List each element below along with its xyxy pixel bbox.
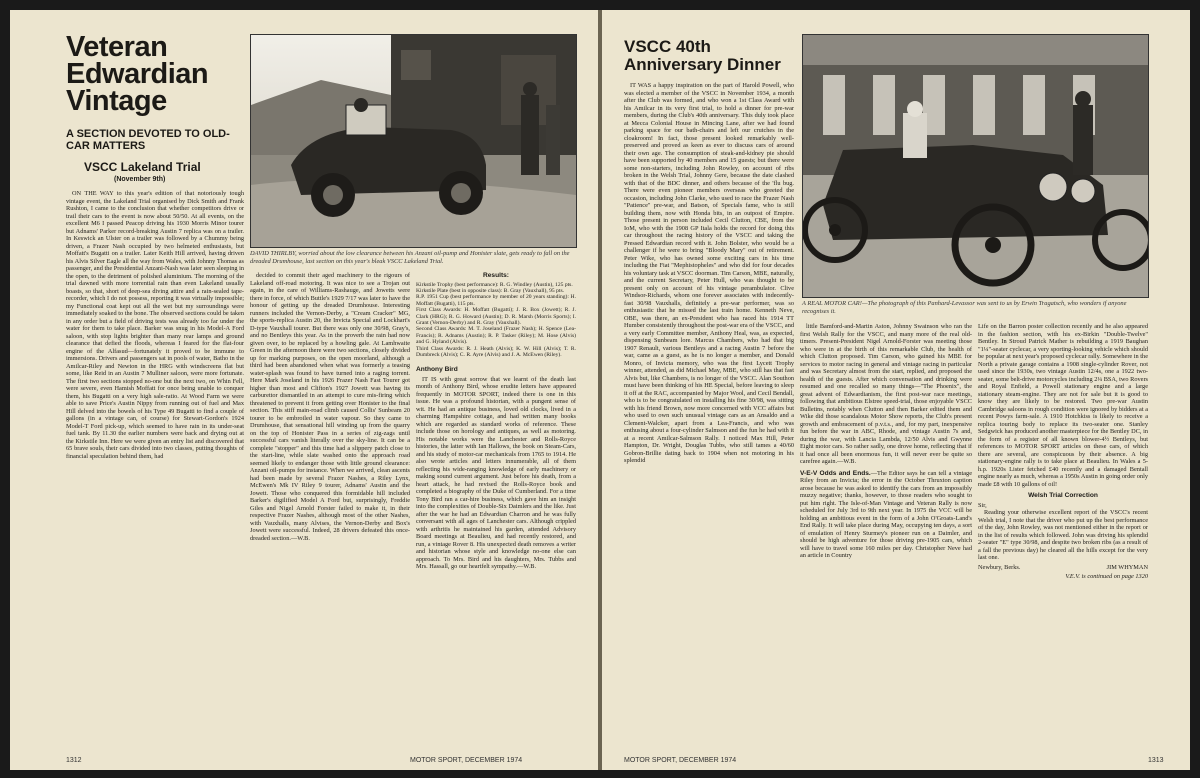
right-folio: 1313 <box>1148 757 1164 764</box>
odds-continued-text: Life on the Barron poster collection recently and he also appeared in the fashion section, with his ex-Birkin "Double-Twelve" Bentley. In Stroud Patrick Mather is rebuilding a 1919 Baughan "1¼"-seater cyclecar, a very sporting-looking vehicle which should be popular at next year's proposed cyclecar rally. Somewhere in the North a private garage contains a 1908 single-cylinder Rover, not used since the 1930s, two vintage Austin 12/4s, one a 1922 two-seater, some belt-drive motorcycles including 2¼ BSA, two Rovers and Royal Enfield, a Powell stationary engine and a large stationary steam-engine. They are not for sale but it is good to know they are likely to be restored. Two pre-war Austin Cambridge saloons in rough condition were ignored by bidders at a recent Powys farm-sale. A 1910 Hotchkiss is likely to receive a replica touring body to replace its two-seater one. Stanley Sedgwick has produced another masterpiece for the Bentley DC, in the form of a register of all known blower-4½ Bentleys, but references to MOTOR SPORT articles on these cars, of which there are several, are conspicuous by their absence. A big stationary-engine rally is to take place at Beaulieu. In Wales a 5-h.p. 1920s Lister fetched £40 recently and a damaged Bentall engine nearly as much, whereas a 1950s Austin in going order only made £8 with 10 gallons of oil! <box>978 323 1148 488</box>
trial-photo <box>250 34 577 248</box>
trial-report-text-1: ON THE WAY to this year's edition of that notoriously tough vintage event, the Lakeland Trial organised by Dick Smith and Frank Rushton, I came to the conclusion that whether competitors drive or trail their cars to the event is now about 50/50. At all events, on the excellent M6 I passed Peacop driving his 1930 Morris Minor tourer but Adnams' Parker record-breaking Austin 7 replica was on a trailer. In Keswick an Ulster on a trailer was followed by a Chummy being driven, a Frazer Nash occupied by two helmeted enthusiasts, but Moffatt's Bugatti on a trailer. Later Keith Hill arrived, having driven his Alvis Silver Eagle all the way from Wales, with Johnny Thomas as passenger, and the Presidential Anzani-Nash was later seen sleeping in the open, to the detriment of polished aluminium. The morning of the trial dawned with more torrential rain than even Lakeland usually boasts, so that, short of deep-sea diving attire and a rain-sealed tape-recorder, which I do not possess, reporting it was virtually impossible; my Functional coat kept out all the wet but my surroundings were immediately soaked to the bone. The observed sections could be taken in any order but a field of driving tests was already too far under the water for them to take place. Barker was snug in his Model-A Ford saloon, with stop lights brighter than many rear lamps and ground clearance that defied the floods, whereas I feared for the flat-four engine of the Alfasud—fortunately it proved to be immune to immersions. Drivers and passengers sat in pools of water, Batho in the Amilcar-Riley and Newton in the HRG with windscreens flat but some, like Reid in an Austin 7 Mulliner saloon, were more fortunate. The first two sections stopped no-one but the next two, on Whin Fell, were severe, even Hamish Moffatt for once being unable to conquer them, his Bugatti on a very high sale-ratio. At Wood Farm we were able to save Price's Austin Nippy from running out of fuel and Max Hill delved into the bowels of his Type 49 Bugatti to find a couple of gallons (in a vintage can, of course) for Stewart-Gordon's 1924 Model-T Ford pick-up, which seemed to have rain in its under-seat fuel tank. By 11.30 the earlier numbers were back and drying out at the Kirkstile Inn. Here we were given an entry list and discovered that 65 brave souls, their cars divided into two classes, putting thoughts of financial speculation behind them, had <box>66 190 244 460</box>
right-footer: MOTOR SPORT, DECEMBER 1974 <box>624 757 737 764</box>
left-footer: MOTOR SPORT, DECEMBER 1974 <box>410 757 523 764</box>
trial-report-text-2: decided to commit their aged machinery to the rigours of Lakeland off-road motoring. It was nice to see a Trojan out again, in the care of Williams-Rashauge, and Jowetts were there in force, of which Buttle's 1929 7/17 was later to have the honour of getting up the dreaded Drumhouse. Interesting runners included the Vernon-Derby, a "Cream Cracker" MG, the sports-replica Austin 20, the Invicta Special and Lockhart's D-type Vauxhall tourer. But there was only one 30/98, Gray's, and no Bentleys this year. As in the proverb the rain had now given over, to be replaced by a howling gale. At Lamhwaite Green in the afternoon there were two sections, closely divided up for marking purposes, on the open moorland, although a third had been abandoned when what was formerly a teasing water-splash was found to have turned into a raging torrent. Here Mark Joseland in his 1926 Frazer Nash Fast Tourer got higher than most and Clifton's 1927 Jowett was having its carburettor dismantled in an attempt to cure mis-firing which threatened to prevent it from getting over Honister to the final section. This stiff main-road climb caused Collis' Sunbeam 20 tourer to be embroiled in water vapour. So they came to Drumhouse, that sensational hill winding up from the quarry on the top of Honister Pass in a series of zig-zags until successful cars vanish literally over the sky-line. It can be a complete "stopper" and this time had a slippery patch close to the start-line, while slate washed onto the approach road seemed likely to endanger those with little ground clearance: Anzani oil-pumps for instance. When we arrived, clean ascents had been made by several Frazer Nashes, a Riley Lynx, McEwen's Mk IV Riley 9 tourer, Adnams' Austin and the Jowett. Those who conquered this formidable hill included Barker's digilified Model A Ford but, surprisingly, Freddie Giles and Nigel Arnold Forster failed to make it, in their respective Frazer Nashes, although most of the other Nashes, with Vauxhalls, many Alvises, the Vernon-Derby and Box's Jowett were successful. Indeed, 28 drivers defeated this once-dreaded section.—W.B. <box>250 272 410 542</box>
dinner-report-text-1: IT WAS a happy inspiration on the part of Harold Powell, who was elected a member of the VSCC in November 1934, a month after the Club was formed, and who won a 1st Class Award with his Amilcar in its very first trial, to hold a dinner for pre-war members, during the Club's 40th anniversary. This duly took place at Mecca Colonial House in Mincing Lane, after we had found parking space for our bath-chairs and left our crutches in the cloakroom! In fact, those present looked remarkably well-preserved and proved as keen as ever to discuss cars of around their own age. The consumption of steak-and-kidney pie should have been supported by 40 members and 15 guests; but there were some non-starters, including John Rowley, on account of ribs broken in the Welsh Trial, Johnny Gere, because the date clashed with that of the BDC dinner, and others because of the 'flu bug. There were even pioneer members overseas who greeted the occasion, including John Clarke, who used to race the Frazer Nash "Patience" pre-war, and Batson, of Specials fame, who is still building them, now with Honda bits, in an outpost of Empire. Those present in person included Cecil Clutton, CBE, from the IoM, who with the 1908 GP Itala holds the record for doing this car throughout the racing history of the VSCC and taking the Pressed Edwardian record with it. John Bolster, who would be a challenger if he were to bring "Bloody Mary" out of retirement. Peter Wike, who has owned some exciting cars in his time including the Fiat "Mephistopheles" and who did for four decades his voluntary task at VSCC doorman. Tim Carson, MBE, naturally, and the current Secretary, Peter Hull, who was thought to be present only on account of his vintage perambulator. Clive Windsor-Richards, whom one forever associates with indecently-fast 30/98 Vauxhalls, definitely a pre-war performer, was so enthusiastic that he missed the last train home. Kenneth Neve, OBE, was there, an ex-President who has raced his 1914 TT Humber consistently throughout the post-war era of the VSCC, and a very early Committee member, Anthony Heal, was, as expected, dispensing Sunbeam lore. Marcus Chambers, who had that big 1907 Renault, various Bentleys and a racing Austin 7 before the war, came as a guest, as he is no longer a member, and Donald Monro, of Invicta memory, who was the first Lycett Trophy winner, attended, as did Michael May, MBE, who still has that fast Alvis but, like Chambers, is no longer of the VSCC. Alan Southon must have been thinking of his HE Special, before leaving to sleep it off at the RAC, accompanied by Major Wool, and Cecil Bendall, who is to be congratulated on installing his fine 30/98, was sitting with his friend Brown, now more concerned with VCC affairs but who used to own such unusual vintage cars as an Ansaldo and a Clement-Walcker, apart from a Lea-Francis, and who was enthusing about a four-cylinder Salmson and the fun he had with it at a recent Amilcar-Salmson Rally. I noticed Max Hill, Peter Hampton, Dr. Wright, Douglas Tubbs, who still tames a 40/60 Gobron-Brillie dating back to 1904 when not motoring in his splendid <box>624 82 794 464</box>
title-line-2: Edwardian <box>66 58 209 90</box>
trial-report-col2 <box>250 272 410 750</box>
dinner-title-line-2: Anniversary Dinner <box>624 55 781 74</box>
results-column <box>416 272 576 750</box>
panhard-photo-caption: A REAL MOTOR CAR!—The photograph of this Panhard-Levassor was sent to us by Erwin Tragatsch, who wonders if anyone recognises it. <box>802 300 1127 315</box>
dinner-report-col1 <box>624 82 794 752</box>
odds-col3 <box>978 323 1148 753</box>
odds-and-ends <box>800 470 972 560</box>
result-line: R.P. 1951 Cup (best performance by member of 20 years standing): H. Moffatt (Bugatti), 115 pts. <box>416 294 576 307</box>
panhard-levassor-image <box>803 35 1148 297</box>
result-line: Second Class Awards: M. T. Joseland (Frazer Nash); H. Spence (Lea-Francis); R. Adnams (Austin); R. P. Tasker (Riley); M. Hose (Alvis) and G. Hyland (Alvis). <box>416 326 576 346</box>
trial-heading: VSCC Lakeland Trial <box>84 160 201 174</box>
continued-note: V.E.V. is continued on page 1320 <box>1065 573 1148 580</box>
title-line-3: Vintage <box>66 85 167 117</box>
letter-signature: JIM WHYMAN <box>1106 563 1148 571</box>
obituary-text: IT IS with great sorrow that we learnt of the death last month of Anthony Bird, whose erudite letters have appeared frequently in MOTOR SPORT, indeed there is one in this issue. He was a profound historian, with a pungent sense of wit. He had an antique business, loved old clocks, lived in a charming Hampshire cottage, and had written many books which are regarded as standard works of reference. These include those on horology and antiques, as well as motoring. His notable works were the Lanchester and Rolls-Royce histories, the latter with Ian Hallows, the book on Steam-Cars, and his study of motor-car mechanicals from 1765 to 1914. He also wrote articles and letters innumerable, all of them reflecting his wide-ranging knowledge of early machinery or making sound current argument. Just before his death, from a heart attack, he had revised the Rolls-Royce book and completed a biography of the Duke of Cumberland. For a time Tony Bird ran a car-hire business, which gave him an insight into the complexities of Double-Six Daimlers and the like. Just after the war he had an Edwardian Charron and he was fully conversant with all ages of Lanchester cars. Although crippled with arthritis he maintained his garden, attended Advisory Board meetings at Beaulieu, and had recently restored, and run, a vintage Rover 8. His unexpected death removes a writer and historian whose style and knowledge no-one else can approach. To Mrs. Bird and his daughters, Mrs. Tubbs and Mrs. Hassall, go our heartfelt sympathy.—W.B. <box>416 375 576 571</box>
letter-signoff <box>978 564 1148 572</box>
result-line: Kirkstile Plate (best in opposite class): B. Gray (Vauxhall), 95 pts. <box>416 287 565 294</box>
letter-salutation: Sir, <box>978 501 987 509</box>
trial-report-col1 <box>66 190 244 750</box>
letter-heading: Welsh Trial Correction <box>1028 492 1098 499</box>
result-line: Kirkstile Trophy (best performance): R. G. Windley (Austin), 125 pts. <box>416 281 573 288</box>
vintage-car-trial-image <box>251 35 576 247</box>
left-page <box>10 10 598 770</box>
trial-date: (November 9th) <box>114 176 166 183</box>
obituary-heading: Anthony Bird <box>416 366 458 374</box>
odds-text: —The Editor says he can tell a vintage Riley from an Invicta; the error in the October Thruxton caption arose because he was asked to identify the cars from an impossibly muzzy negative; thanks, however, to those readers who sought to put him right. The Isle-of-Man Vintage and Veteran Rally is now scheduled for July 3rd to 9th next year. In 1975 the VCC will be holding an ambitious event in the form of a John O'Groats-Land's End Rally. It will take place during May, occupying ten days, a sort of emulation of Henry Sturmey's pioneer run on a Daimler, and should be high adventure for those driving pre-1905 cars, which will have to travel some 160 miles per day. Christopher Neve had an article in Country <box>800 469 972 559</box>
title-line-1: Veteran <box>66 31 168 63</box>
panhard-photo <box>802 34 1149 298</box>
dinner-report-col2 <box>800 323 972 753</box>
right-page <box>602 10 1190 770</box>
left-title <box>66 31 209 117</box>
section-subtitle: A SECTION DEVOTED TO OLD-CAR MATTERS <box>66 128 230 152</box>
dinner-title <box>624 38 781 74</box>
left-folio: 1312 <box>66 757 82 764</box>
trial-photo-caption: DAVID THIRLBY, worried about the low clearance between his Anzani oil-pump and Honister slate, gets ready to fall on the dreaded Drumhouse, last section on this year's bleak VSCC Lakeland Trial. <box>250 250 570 265</box>
odds-heading: V-E-V Odds and Ends. <box>800 469 871 477</box>
results-heading: Results: <box>482 272 509 279</box>
dinner-report-text-2: little Bamford-and-Martin Aston, Johnny Swainson who ran the first Welsh Rally for the VSCC, and many more of the real old-timers. Present-President Nigel Arnold-Forster was meeting those who were in at the birth of this remarkable Club, the health of which Clutton proposed. Tim Carson, who gained his MBE for services to motor racing in general and vintage racing in particular and was Secretary almost from the start, replied, and proposed the health of the guests. After which conversation and drinking were resumed and one recalled so many things—"The Phoenix", the great advent of Edwardianism, the first post-war race meetings, following that ambitious Elstree speed-trial, those enjoyable VSCC Bulletins, notably when Clutton and then Barker edited them and Wike did those scandalous Motor Show reports, the Club's present growth and embracement of p.v.t.s., and, for my part, inexpensive fun before the war in ABC, Rhode, and vintage Austin 7s and, during the war, with Lancia Lambda, 12/50 Alvis and Gwynne Eight motor cars. So rather sadly, one drove home, reflecting that if it had once all been enormous fun, it will never ever be quite so carefree again.—W.B. <box>800 323 972 465</box>
letter-place: Newbury, Berks. <box>978 563 1021 571</box>
result-line: First Class Awards: H. Moffatt (Bugatti); J. R. Box (Jowett); R. J. Clark (HRG); R. G. Howard (Austin); D. R. Marsh (Morris Sports); I. Grant (Vernon-Derby) and R. Gray (Vauxhall). <box>416 307 576 326</box>
dinner-title-line-1: VSCC 40th <box>624 37 711 56</box>
result-line: Third Class Awards: R. J. Heath (Alvis); K. W. Hill (Alvis); T. R. Dumbreck (Alvis); C. R. Ayre (Alvis) and J. A. McEwen (Riley). <box>416 345 576 358</box>
letter-body: Reading your otherwise excellent report of the VSCC's recent Welsh trial, I note that the driver who put up the best performance of the day, John Rowley, was not mentioned either in the report or in the list of results which followed. John was driving his splendid 2-seater "E" type 30/98, and despite two broken ribs (as a result of a fall the previous day) he cleared all the hills except for the very last one. <box>978 509 1148 561</box>
